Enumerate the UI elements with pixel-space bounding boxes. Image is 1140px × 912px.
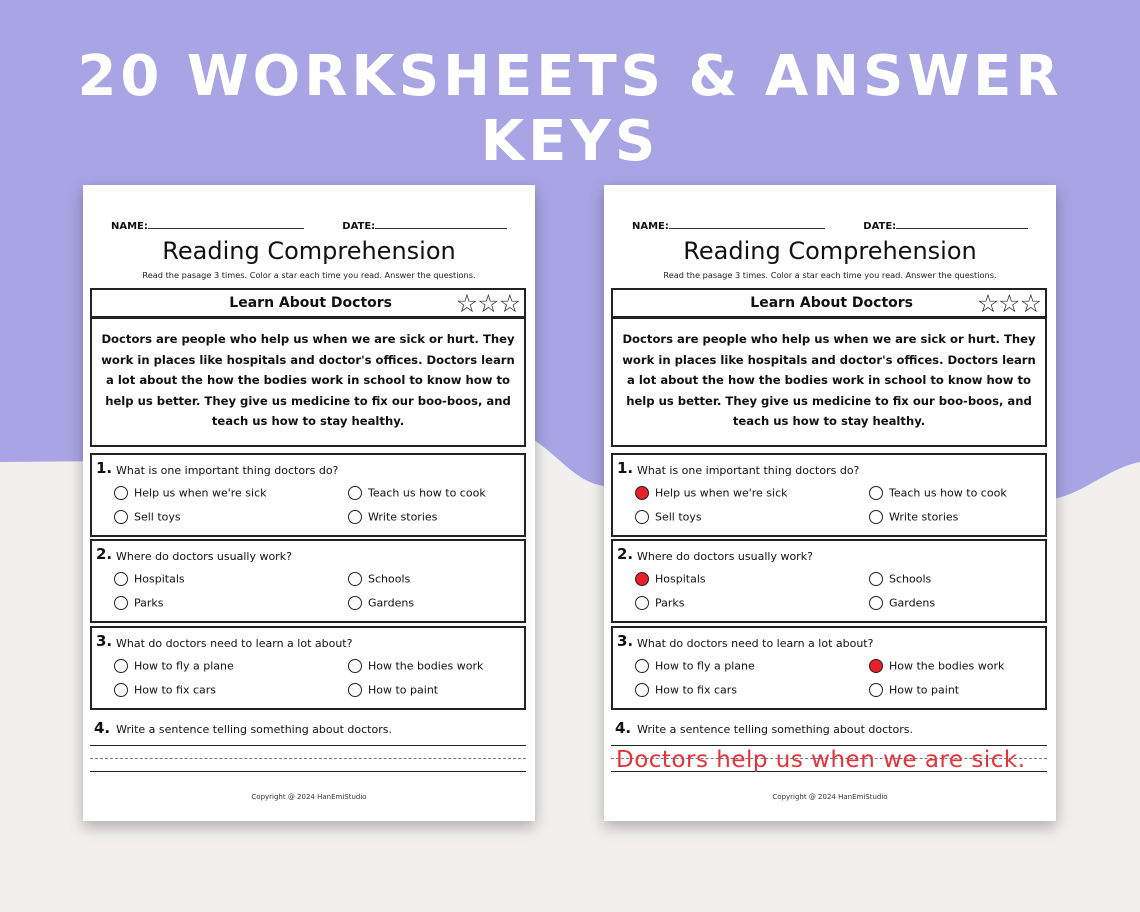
radio-circle-icon[interactable]: [114, 486, 128, 500]
option-c[interactable]: How to fix cars: [114, 683, 216, 697]
instructions: Read the pasage 3 times. Color a star each time you read. Answer the questions.: [663, 270, 997, 280]
radio-circle-icon[interactable]: [114, 572, 128, 586]
radio-circle-icon[interactable]: [635, 596, 649, 610]
option-c[interactable]: Sell toys: [635, 510, 702, 524]
question-4: [615, 719, 913, 737]
question-text: What is one important thing doctors do?: [637, 464, 860, 477]
question-text: Where do doctors usually work?: [637, 550, 813, 563]
passage-box: [90, 317, 526, 447]
date-label: DATE:: [863, 221, 897, 232]
option-d[interactable]: Gardens: [348, 596, 414, 610]
option-c[interactable]: Parks: [114, 596, 164, 610]
option-b[interactable]: Teach us how to cook: [869, 486, 1007, 500]
option-d[interactable]: Write stories: [348, 510, 437, 524]
option-b[interactable]: Teach us how to cook: [348, 486, 486, 500]
question-number: 2.: [96, 545, 113, 563]
option-b[interactable]: Schools: [348, 572, 410, 586]
topic-title: Learn About Doctors: [229, 295, 392, 311]
topic-box: [90, 288, 526, 318]
date-label: DATE:: [342, 221, 376, 232]
radio-circle-icon[interactable]: [635, 510, 649, 524]
passage-text: Doctors are people who help us when we are sick or hurt. They work in places like hospitals and doctor's offices. Doctors learn a lot about the how the bodies work in school to know how to help us better. They give us medicine to fix our boo-boos, and teach us how to stay healthy.: [622, 332, 1036, 429]
option-c[interactable]: Parks: [635, 596, 685, 610]
radio-filled-icon[interactable]: [869, 659, 883, 673]
radio-circle-icon[interactable]: [869, 683, 883, 697]
copyright: Copyright @ 2024 HanEmiStudio: [251, 793, 367, 801]
written-answer: Doctors help us when we are sick.: [616, 747, 1026, 773]
option-c[interactable]: How to fix cars: [635, 683, 737, 697]
option-d[interactable]: Gardens: [869, 596, 935, 610]
radio-circle-icon[interactable]: [348, 659, 362, 673]
question-3: [90, 626, 526, 710]
header-row: [111, 219, 507, 232]
question-text: What do doctors need to learn a lot about?: [116, 637, 353, 650]
option-b[interactable]: Schools: [869, 572, 931, 586]
option-c[interactable]: Sell toys: [114, 510, 181, 524]
radio-circle-icon[interactable]: [114, 659, 128, 673]
option-a-selected[interactable]: Hospitals: [635, 572, 706, 586]
radio-circle-icon[interactable]: [869, 486, 883, 500]
option-d[interactable]: Write stories: [869, 510, 958, 524]
question-2: [611, 539, 1047, 623]
topic-box: [611, 288, 1047, 318]
question-number: 3.: [96, 632, 113, 650]
radio-circle-icon[interactable]: [869, 572, 883, 586]
name-line: [148, 219, 304, 229]
question-number: 4.: [615, 719, 632, 737]
option-a[interactable]: How to fly a plane: [114, 659, 234, 673]
name-line: [669, 219, 825, 229]
radio-circle-icon[interactable]: [348, 486, 362, 500]
option-a[interactable]: Hospitals: [114, 572, 185, 586]
writing-line-top: [611, 745, 1047, 746]
banner-title: 20 WORKSHEETS & ANSWER KEYS: [77, 44, 1063, 174]
name-label: NAME:: [111, 221, 148, 232]
question-number: 2.: [617, 545, 634, 563]
option-a[interactable]: How to fly a plane: [635, 659, 755, 673]
radio-circle-icon[interactable]: [348, 572, 362, 586]
reading-stars: ☆☆☆: [455, 289, 520, 318]
date-line: [896, 219, 1028, 229]
question-3: [611, 626, 1047, 710]
date-line: [375, 219, 507, 229]
radio-circle-icon[interactable]: [114, 683, 128, 697]
radio-circle-icon[interactable]: [635, 659, 649, 673]
radio-circle-icon[interactable]: [869, 596, 883, 610]
option-d[interactable]: How to paint: [348, 683, 438, 697]
radio-circle-icon[interactable]: [114, 510, 128, 524]
passage-text: Doctors are people who help us when we are sick or hurt. They work in places like hospitals and doctor's offices. Doctors learn a lot about the how the bodies work in school to know how to help us better. They give us medicine to fix our boo-boos, and teach us how to stay healthy.: [101, 332, 515, 429]
page-title: Reading Comprehension: [162, 237, 456, 265]
question-2: [90, 539, 526, 623]
reading-stars: ☆☆☆: [976, 289, 1041, 318]
question-text: What is one important thing doctors do?: [116, 464, 339, 477]
radio-circle-icon[interactable]: [114, 596, 128, 610]
radio-filled-icon[interactable]: [635, 572, 649, 586]
name-label: NAME:: [632, 221, 669, 232]
option-d[interactable]: How to paint: [869, 683, 959, 697]
passage-box: [611, 317, 1047, 447]
writing-line-mid: [90, 758, 526, 759]
radio-circle-icon[interactable]: [635, 683, 649, 697]
question-text: Write a sentence telling something about doctors.: [116, 723, 392, 736]
question-1: [90, 453, 526, 537]
question-text: What do doctors need to learn a lot about?: [637, 637, 874, 650]
page-title: Reading Comprehension: [683, 237, 977, 265]
question-number: 1.: [617, 459, 634, 477]
question-4: [94, 719, 392, 737]
worksheet-blank: [83, 185, 535, 821]
question-number: 4.: [94, 719, 111, 737]
option-b[interactable]: How the bodies work: [348, 659, 483, 673]
radio-filled-icon[interactable]: [635, 486, 649, 500]
question-1: [611, 453, 1047, 537]
question-number: 3.: [617, 632, 634, 650]
radio-circle-icon[interactable]: [348, 510, 362, 524]
radio-circle-icon[interactable]: [869, 510, 883, 524]
question-text: Where do doctors usually work?: [116, 550, 292, 563]
writing-line-top: [90, 745, 526, 746]
copyright: Copyright @ 2024 HanEmiStudio: [772, 793, 888, 801]
writing-line-bottom[interactable]: [90, 771, 526, 772]
option-a[interactable]: Help us when we're sick: [114, 486, 267, 500]
option-b-selected[interactable]: How the bodies work: [869, 659, 1004, 673]
header-row: [632, 219, 1028, 232]
question-number: 1.: [96, 459, 113, 477]
radio-circle-icon[interactable]: [348, 596, 362, 610]
question-text: Write a sentence telling something about doctors.: [637, 723, 913, 736]
option-a-selected[interactable]: Help us when we're sick: [635, 486, 788, 500]
radio-circle-icon[interactable]: [348, 683, 362, 697]
worksheet-answer-key: [604, 185, 1056, 821]
instructions: Read the pasage 3 times. Color a star each time you read. Answer the questions.: [142, 270, 476, 280]
topic-title: Learn About Doctors: [750, 295, 913, 311]
